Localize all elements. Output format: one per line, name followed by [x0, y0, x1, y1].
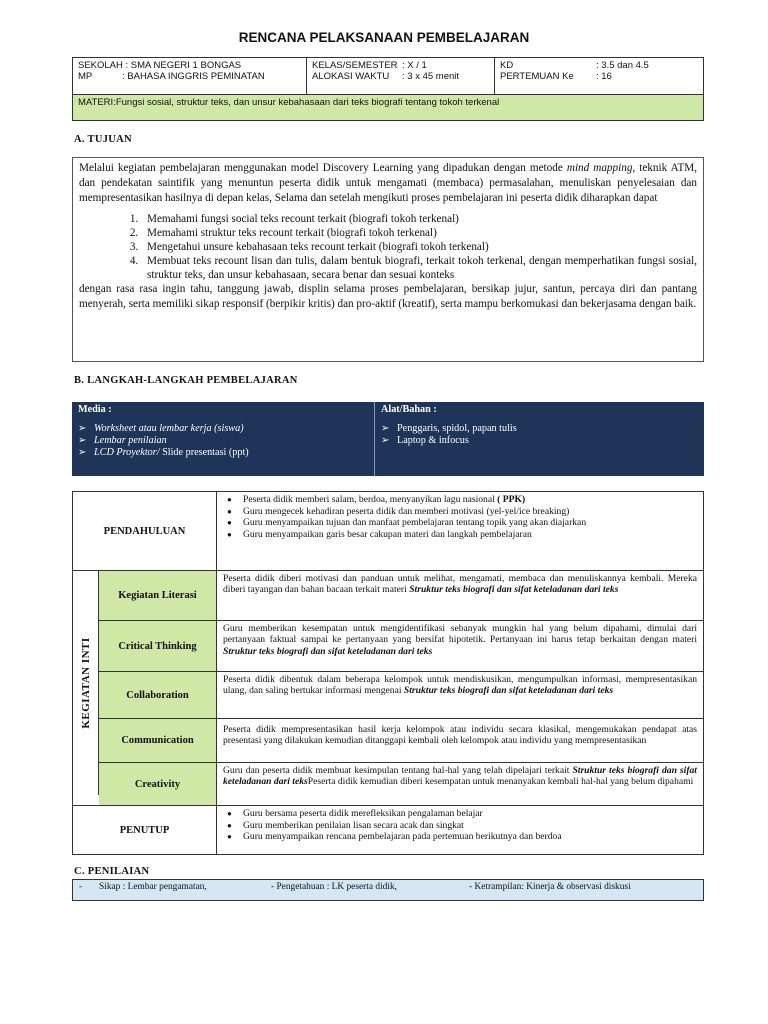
steps-table: [72, 491, 704, 855]
penutup-content: [217, 806, 703, 854]
pertemuan-value: : 16: [596, 71, 612, 82]
penilaian-row: [72, 879, 704, 901]
section-a-heading: A. TUJUAN: [74, 134, 132, 145]
collab-label: Collaboration: [99, 672, 216, 719]
alokasi-value: : 3 x 45 menit: [402, 71, 460, 82]
creat-content: Guru dan peserta didik membuat kesimpulan tentang hal-hal yang telah dipelajari terkait Struktur teks biografi dan sifat keteladanan dari teksPeserta didik kemudian diberi kesempatan untuk menanyakan kembali hal-hal yang belum dipahami: [223, 765, 697, 788]
tujuan-tail: dengan rasa rasa ingin tahu, tanggung jawab, displin selama proses pembelajaran, bersikap jujur, santun, percaya diri dan pantang menyerah, serta memiliki sikap responsif (berpikir kritis) dan pro-aktif (kreatif), serta mampu berkomukasi dan bekerjasama dengan baik.: [79, 283, 697, 310]
header-school-cell: [73, 58, 307, 94]
list-item: ● Guru mengecek kehadiran peserta didik dan memberi motivasi (yel-yel/ice breaking): [227, 505, 570, 517]
media-column: [72, 402, 374, 476]
critical-label: Critical Thinking: [99, 621, 216, 672]
penutup-label: PENUTUP: [119, 824, 170, 836]
media-box: [72, 402, 704, 476]
bullet-icon: ●: [227, 495, 232, 504]
pendahuluan-content: [217, 492, 703, 570]
list-item: ➢ Penggaris, spidol, papan tulis: [381, 423, 517, 434]
header-kd-cell: [495, 58, 705, 94]
list-item: ➢ Worksheet atau lembar kerja (siswa): [78, 423, 244, 434]
media-title: Media :: [78, 404, 112, 415]
mp-label: MP: [78, 71, 93, 82]
list-item: ➢ Lembar penilaian: [78, 435, 167, 446]
kelas-value: : X / 1: [402, 60, 427, 71]
alat-column: [374, 402, 704, 476]
section-c-heading: C. PENILAIAN: [74, 866, 150, 877]
materi-row: MATERI:Fungsi sosial, struktur teks, dan unsur kebahasaan dari teks biografi tentang tokoh terkenal: [73, 94, 703, 120]
list-item: ● Guru memberikan penilaian lisan secara acak dan singkat: [227, 819, 464, 831]
arrow-icon: ➢: [381, 435, 390, 446]
list-item: ➢ LCD Proyektor/ Slide presentasi (ppt): [78, 447, 249, 458]
list-item: ● Guru bersama peserta didik merefleksikan pengalaman belajar: [227, 808, 483, 819]
pertemuan-line: [500, 71, 700, 82]
pertemuan-label: PERTEMUAN Ke: [500, 71, 574, 82]
header-table: [72, 57, 704, 121]
intro-text-1: Melalui kegiatan pembelajaran menggunakan model Discovery Learning yang dipadukan dengan metode: [79, 162, 563, 174]
kd-value: : 3.5 dan 4.5: [596, 60, 649, 71]
mp-line: [78, 71, 301, 82]
list-item: ● Peserta didik memberi salam, berdoa, menyanyikan lagu nasional ( PPK): [227, 494, 526, 505]
alat-list: [381, 423, 698, 447]
bullet-icon: ●: [227, 506, 232, 516]
intro-text-2: , teknik ATM, dan pendekatan saintifik yang menuntun peserta didik untuk mengamati (membaca) permasalahan, menuliskan penyelesaian dan mempresentasikan hasilnya di depan kelas, Selama dan setelah mengikuti proses pembelajaran ini peserta didik diharapkan dapat: [79, 162, 698, 204]
penutup-list: [217, 806, 703, 843]
literasi-content: Peserta didik diberi motivasi dan panduan untuk melihat, mengamati, membaca dan menuliskannya kembali. Mereka diberi tayangan dan bahan bacaan terkait materi Struktur teks biografi dan sifat keteladanan dari teks: [217, 571, 703, 621]
arrow-icon: ➢: [381, 423, 390, 434]
list-item: 1. Memahami fungsi social teks recount terkait (biografi tokoh terkenal): [141, 212, 697, 226]
mp-value: : BAHASA INGGRIS PEMINATAN: [122, 71, 265, 82]
header-class-cell: [307, 58, 495, 94]
arrow-icon: ➢: [78, 447, 87, 458]
comm-content: Peserta didik mempresentasikan hasil kerja kelompok atau individu secara klasikal, mengemukakan pendapat atas presentasi yang dilakukan kemudian ditanggapi kembali oleh kelompok atau individu yang mempresentasikan: [217, 719, 703, 763]
tujuan-list: [79, 212, 697, 282]
inti-label-cell: [73, 571, 99, 795]
bullet-icon: ●: [227, 529, 232, 539]
dash-icon: -: [79, 882, 83, 892]
list-item: 2. Memahami struktur teks recount terkait (biografi tokoh terkenal): [141, 226, 697, 240]
inti-label: KEGIATAN INTI: [80, 637, 92, 729]
kelas-label: KELAS/SEMESTER: [312, 60, 398, 71]
penilaian-ketrampilan: - Ketrampilan: Kinerja & observasi diskusi: [469, 882, 631, 892]
alat-title: Alat/Bahan :: [381, 404, 437, 415]
alokasi-label: ALOKASI WAKTU: [312, 71, 390, 82]
time-line: [312, 71, 489, 82]
bullet-icon: ●: [227, 832, 232, 842]
kd-label: KD: [500, 60, 514, 71]
class-line: [312, 60, 489, 71]
critical-content: Guru memberikan kesempatan untuk mengidentifikasi sebanyak mungkin hal yang belum dipahami, dimulai dari pertanyaan faktual sampai ke pertanyaan yang bersifat hipotetik. Pertanyaan ini harus tetap berkaitan dengan materi Struktur teks biografi dan sifat keteladanan dari teks: [217, 621, 703, 672]
pendahuluan-label: PENDAHULUAN: [103, 525, 186, 537]
school-line: SEKOLAH : SMA NEGERI 1 BONGAS: [78, 60, 242, 71]
list-item: 4. Membuat teks recount lisan dan tulis, dalam bentuk biografi, terkait tokoh terkenal, dengan memperhatikan fungsi sosial, struktur teks, dan unsur kebahasaan, secara benar dan sesuai konteks: [141, 254, 697, 282]
bullet-icon: ●: [227, 518, 232, 528]
list-item: ● Guru menyampaikan rencana pembelajaran pada pertemuan berikutnya dan berdoa: [227, 831, 562, 843]
intro-emphasis: mind mapping: [566, 162, 633, 174]
tujuan-intro: [79, 161, 697, 206]
arrow-icon: ➢: [78, 435, 87, 446]
media-list: [78, 423, 368, 459]
penilaian-sikap: Sikap : Lembar pengamatan,: [99, 882, 207, 892]
page-title: RENCANA PELAKSANAAN PEMBELAJARAN: [238, 30, 530, 45]
kd-line: [500, 60, 700, 71]
list-item: 3. Mengetahui unsure kebahasaan teks recount terkait (biografi tokoh terkenal): [141, 240, 697, 254]
bullet-icon: ●: [227, 809, 232, 818]
tujuan-box: [72, 157, 704, 362]
list-item: ● Guru menyampaikan tujuan dan manfaat pembelajaran tentang topik yang akan diajarkan: [227, 517, 587, 529]
list-item: ● Guru menyampaikan garis besar cakupan materi dan langkah pembelajaran: [227, 528, 532, 540]
literasi-label: Kegiatan Literasi: [99, 571, 216, 621]
creat-label: Creativity: [99, 763, 216, 805]
list-item: ➢ Laptop & infocus: [381, 435, 469, 446]
collab-content: Peserta didik dibentuk dalam beberapa kelompok untuk mendiskusikan, mengumpulkan informasi, mempresentasikan ulang, dan saling bertukar informasi mengenai Struktur teks biografi dan sifat keteladanan dari teks: [217, 672, 703, 719]
comm-label: Communication: [99, 719, 216, 763]
arrow-icon: ➢: [78, 423, 87, 434]
bullet-icon: ●: [227, 820, 232, 830]
section-b-heading: B. LANGKAH-LANGKAH PEMBELAJARAN: [74, 375, 298, 386]
pendahuluan-list: [217, 492, 703, 540]
penilaian-pengetahuan: - Pengetahuan : LK peserta didik,: [271, 882, 398, 892]
